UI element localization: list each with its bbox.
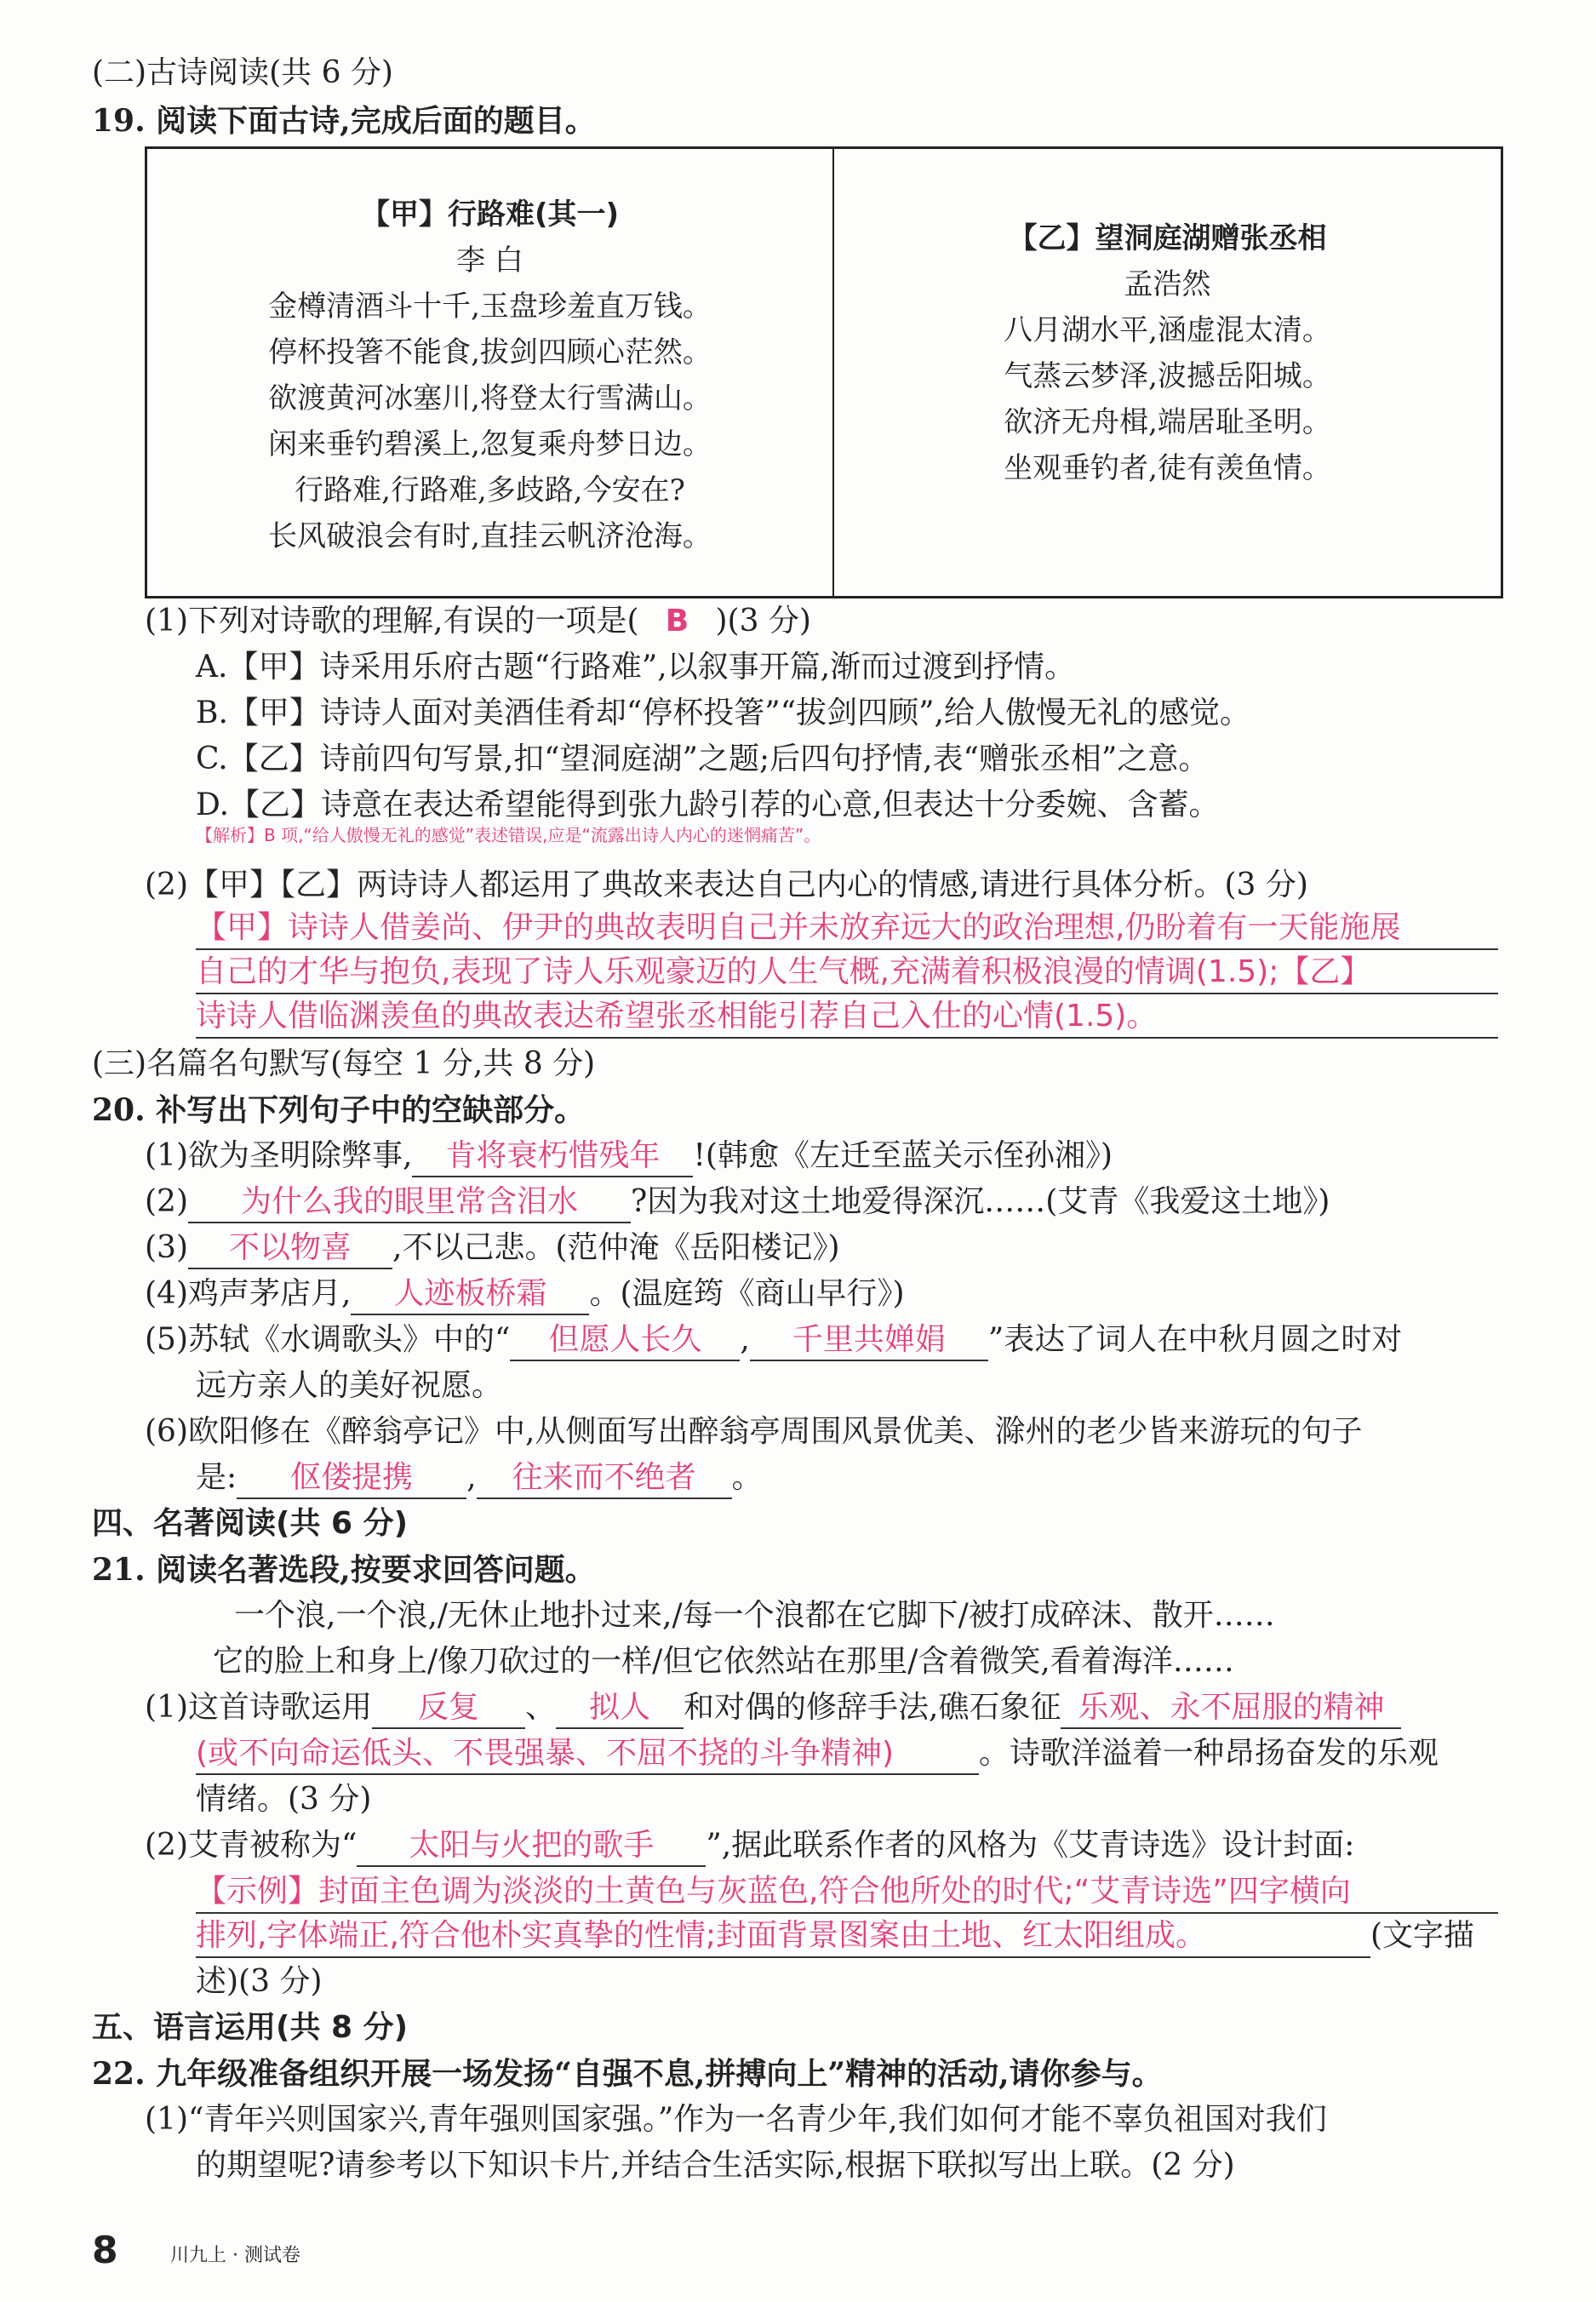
- q20-6-prefix: 是:: [196, 1460, 237, 1495]
- sec5-text: 五、语言运用(共 8 分): [92, 2010, 409, 2045]
- poem-a-line: 停杯投箸不能食,拔剑四顾心茫然。: [268, 335, 712, 369]
- poem-a-author: 李 白: [456, 243, 523, 278]
- q19-2-stem: (2)【甲】【乙】两诗诗人都运用了典故来表达自己内心的情感,请进行具体分析。(3 分): [145, 868, 1308, 902]
- q19-1-option-b: B.【甲】诗诗人面对美酒佳肴却“停杯投箸”“拔剑四顾”,给人傲慢无礼的感觉。: [196, 696, 1250, 730]
- question-22: [92, 2053, 1163, 2095]
- q19-1-option-d: D.【乙】诗意在表达希望能得到张九龄引荐的心意,但表达十分委婉、含蓄。: [196, 787, 1220, 822]
- poem-b-line: 八月湖水平,涵虚混太清。: [1004, 313, 1331, 347]
- poem-b-line: 气蒸云梦泽,波撼岳阳城。: [1004, 359, 1331, 393]
- poem-b-line: 坐观垂钓者,徒有羡鱼情。: [1004, 451, 1331, 485]
- poem-b-author: 孟浩然: [1124, 267, 1211, 301]
- q21-1-end: 情绪。(3 分): [196, 1782, 372, 1817]
- section-title-dictation: (三)名篇名句默写(每空 1 分,共 8 分): [92, 1046, 596, 1081]
- q20-2-answer: 为什么我的眼里常含泪水: [188, 1182, 631, 1223]
- q21-2: [145, 1825, 1354, 1867]
- q21-2-answer-text: 排列,字体端正,符合他朴实真挚的性情;封面背景图案由土地、红太阳组成。: [196, 1915, 1370, 1958]
- q20-6-end: 。: [731, 1460, 763, 1495]
- q20-5-sep: ,: [740, 1322, 750, 1357]
- q20-item-5: [145, 1320, 1402, 1361]
- q20-4-answer: 人迹板桥霜: [351, 1274, 589, 1315]
- poem-a: [147, 149, 832, 638]
- q22-1: (1)“青年兴则国家兴,青年强则国家强。”作为一名青少年,我们如何才能不辜负祖国对我们: [145, 2102, 1327, 2137]
- poem-a-line: 闲来垂钓碧溪上,忽复乘舟梦日边。: [268, 427, 712, 461]
- question-21: [92, 1549, 596, 1591]
- sec4-text: 四、名著阅读(共 6 分): [92, 1506, 409, 1541]
- q19-1-answer: B: [665, 604, 689, 638]
- q20-6-answer-2: 往来而不绝者: [477, 1458, 732, 1499]
- q21-2-answer-text: 【示例】封面主色调为淡淡的土黄色与灰蓝色,符合他所处的时代;“艾青诗选”四字横向: [196, 1871, 1498, 1914]
- q22-text: 22. 九年级准备组织开展一场发扬“自强不息,拼搏向上”精神的活动,请你参与。: [92, 2056, 1163, 2092]
- q21-1-cont: [196, 1733, 1439, 1775]
- q21-2-prefix: (2)艾青被称为“: [145, 1828, 358, 1863]
- q19-1-analysis: 【解析】B 项,“给人傲慢无礼的感觉”表述错误,应是“流露出诗人内心的迷惘痛苦”。: [196, 825, 821, 845]
- q19-1-stem-a: (1)下列对诗歌的理解,有误的一项是(: [145, 604, 639, 638]
- q21-1-answer-2: 拟人: [556, 1688, 684, 1729]
- q21-1-answer-4: (或不向命运低头、不畏强暴、不屈不挠的斗争精神): [196, 1734, 979, 1775]
- q21-1-sep: 、: [525, 1690, 557, 1725]
- q21-1-suffix: 。诗歌洋溢着一种昂扬奋发的乐观: [979, 1736, 1439, 1771]
- footer-label: 川九上 · 测试卷: [170, 2245, 300, 2266]
- poem-a-line: 欲渡黄河冰塞川,将登太行雪满山。: [268, 381, 712, 415]
- question-19: [92, 100, 596, 142]
- q20-5-answer-1: 但愿人长久: [510, 1320, 740, 1361]
- q19-text: 19. 阅读下面古诗,完成后面的题目。: [92, 103, 596, 139]
- q21-2-end: 述)(3 分): [196, 1964, 323, 1999]
- q20-1-answer: 肯将衰朽惜残年: [412, 1137, 693, 1177]
- q20-2-prefix: (2): [145, 1184, 188, 1219]
- q20-6-answer-1: 伛偻提携: [237, 1458, 466, 1499]
- q19-2-answer-line: [196, 952, 1498, 994]
- q20-5-suffix: ”表达了词人在中秋月圆之时对: [987, 1322, 1403, 1357]
- q20-2-suffix: ?因为我对这土地爱得深沉……(艾青《我爱这土地》): [631, 1184, 1330, 1219]
- q20-item-6: (6)欧阳修在《醉翁亭记》中,从侧面写出醉翁亭周围风景优美、滁州的老少皆来游玩的句子: [145, 1414, 1363, 1449]
- q19-2-answer-line: [196, 908, 1498, 950]
- q20-item-2: [145, 1182, 1330, 1223]
- section-title-classics: [92, 1503, 408, 1544]
- q19-2-answer-text: 诗诗人借临渊羡鱼的典故表达希望张丞相能引荐自己入仕的心情(1.5)。: [196, 996, 1498, 1039]
- q22-1-cont: 的期望呢?请参考以下知识卡片,并结合生活实际,根据下联拟写出上联。(2 分): [196, 2148, 1235, 2183]
- q21-1-answer-1: 反复: [372, 1688, 525, 1729]
- q21-2-suffix: ”,据此联系作者的风格为《艾青诗选》设计封面:: [706, 1828, 1355, 1863]
- q21-1-answer-3: 乐观、永不屈服的精神: [1061, 1688, 1401, 1729]
- poem-a-title: 【甲】行路难(其一): [360, 198, 620, 232]
- q20-item-5-cont: 远方亲人的美好祝愿。: [196, 1368, 503, 1403]
- q20-5-answer-2: 千里共婵娟: [750, 1320, 988, 1361]
- poem-a-line: 长风破浪会有时,直挂云帆济沧海。: [268, 519, 712, 553]
- page-number: 8: [92, 2229, 118, 2272]
- q20-item-4: [145, 1274, 905, 1315]
- poem-box: [145, 146, 1503, 598]
- question-20: [92, 1090, 585, 1131]
- q19-1-stem: [145, 601, 811, 642]
- q20-3-suffix: ,不以己悲。(范仲淹《岳阳楼记》): [392, 1230, 840, 1265]
- q19-1-option-c: C.【乙】诗前四句写景,扣“望洞庭湖”之题;后四句抒情,表“赠张丞相”之意。: [196, 742, 1210, 776]
- q21-poem-line: 一个浪,一个浪,/无休止地扑过来,/每一个浪都在它脚下/被打成碎沫、散开……: [234, 1598, 1275, 1633]
- q19-1-stem-b: )(3 分): [715, 604, 811, 638]
- q21-1-mid: 和对偶的修辞手法,礁石象征: [684, 1690, 1061, 1725]
- q21-1: [145, 1687, 1401, 1729]
- poem-a-line: 金樽清酒斗十千,玉盘珍羞直万钱。: [268, 289, 712, 324]
- q20-1-suffix: !(韩愈《左迁至蓝关示侄孙湘》): [693, 1138, 1113, 1173]
- q21-2-answer-end: (文字描: [1370, 1918, 1475, 1953]
- poem-a-line: 行路难,行路难,多歧路,今安在?: [295, 473, 685, 507]
- q19-2-answer-text: 自己的才华与抱负,表现了诗人乐观豪迈的人生气概,充满着积极浪漫的情调(1.5);【乙】: [196, 952, 1498, 994]
- q20-4-prefix: (4)鸡声茅店月,: [145, 1276, 352, 1311]
- q21-2-answer-line: [196, 1871, 1498, 1914]
- q21-1-prefix: (1)这首诗歌运用: [145, 1690, 372, 1725]
- q20-item-3: [145, 1228, 840, 1269]
- q20-text: 20. 补写出下列句子中的空缺部分。: [92, 1092, 586, 1128]
- section-title-poetry: (二)古诗阅读(共 6 分): [92, 55, 393, 90]
- q21-2-answer: 太阳与火把的歌手: [357, 1826, 706, 1867]
- q19-1-option-a: A.【甲】诗采用乐府古题“行路难”,以叙事开篇,渐而过渡到抒情。: [196, 650, 1076, 684]
- q21-poem-line: 它的脸上和身上/像刀砍过的一样/但它依然站在那里/含着微笑,看着海洋……: [213, 1644, 1234, 1679]
- q20-1-prefix: (1)欲为圣明除弊事,: [145, 1138, 413, 1173]
- q21-2-answer-line: [196, 1915, 1474, 1958]
- q19-2-answer-line: [196, 996, 1498, 1039]
- q19-2-answer-text: 【甲】诗诗人借姜尚、伊尹的典故表明自己并未放弃远大的政治理想,仍盼着有一天能施展: [196, 908, 1498, 950]
- q20-item-1: [145, 1136, 1113, 1177]
- q20-item-6-answer: [196, 1457, 763, 1499]
- q20-3-prefix: (3): [145, 1230, 188, 1265]
- section-title-language: [92, 2007, 408, 2048]
- q21-text: 21. 阅读名著选段,按要求回答问题。: [92, 1552, 596, 1588]
- q20-4-suffix: 。(温庭筠《商山早行》): [589, 1276, 905, 1311]
- q20-6-sep: ,: [466, 1460, 477, 1495]
- poem-b-line: 欲济无舟楫,端居耻圣明。: [1004, 405, 1331, 439]
- q20-3-answer: 不以物喜: [188, 1228, 392, 1269]
- poem-b: [834, 149, 1501, 662]
- poem-b-title: 【乙】望洞庭湖赠张丞相: [1008, 221, 1327, 255]
- q20-5-prefix: (5)苏轼《水调歌头》中的“: [145, 1322, 511, 1357]
